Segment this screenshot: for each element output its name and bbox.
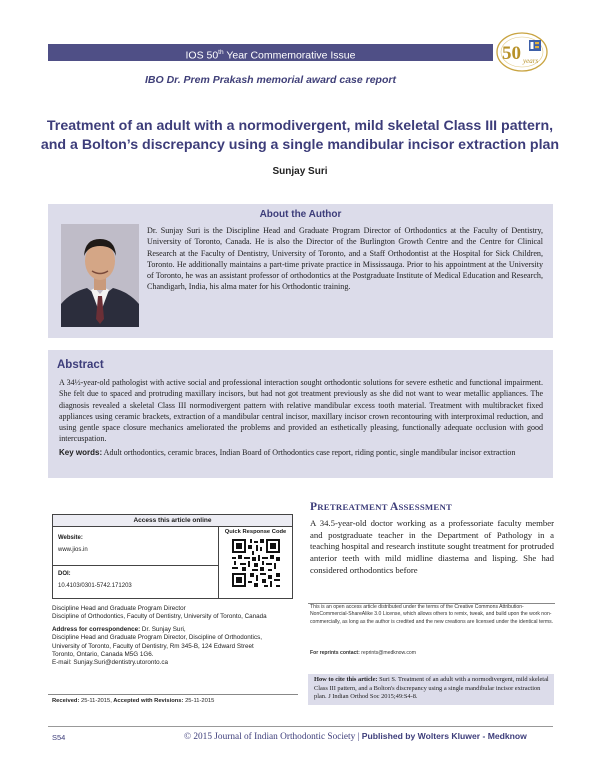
- author-name: Sunjay Suri: [272, 166, 328, 177]
- logo-text: years: [523, 57, 539, 65]
- access-online-box: [52, 514, 293, 599]
- website-link[interactable]: www.jios.in: [58, 547, 88, 553]
- keywords: [59, 447, 543, 458]
- award-label: IBO Dr. Prem Prakash memorial award case report: [145, 74, 396, 86]
- website-label: Website:: [58, 535, 83, 541]
- access-info: [53, 527, 219, 598]
- license-note: This is an open access article distributed under the terms of the Creative Commons Attribution-NonCommercial-ShareAlike 3.0 License, which allows others to remix, tweak, and build upon the work non-commercially, as long as the author is credited and the new creations are licensed under the identical terms.: [310, 604, 554, 625]
- author-photo-icon: [61, 224, 139, 327]
- abstract-heading: Abstract: [57, 359, 104, 371]
- doi-label: DOI:: [58, 571, 71, 577]
- divider: [48, 726, 553, 727]
- about-author-heading: About the Author: [259, 209, 342, 220]
- page-number: S54: [52, 733, 66, 742]
- intro-paragraph: A 34.5-year-old doctor working as a professoriate faculty member and postgraduate teacher in the Department of Pathology in a teaching hospital and research institute sought treatment for protruded anterior teeth with mild midline diastema and lisping. She had considered orthodontics before: [310, 518, 554, 575]
- qr-label: Quick Response Code: [224, 529, 287, 535]
- article-title: Treatment of an adult with a normodivergent, mild skeletal Class III pattern, and a Bolton’s discrepancy using a single mandibular incisor extraction plan: [40, 118, 560, 153]
- reprints-note: For reprints contact: reprints@medknow.com: [310, 650, 416, 656]
- email[interactable]: E-mail: Sunjay.Suri@dentistry.utoronto.ca: [52, 659, 169, 667]
- cite-box: [308, 674, 554, 705]
- ios-anniversary-logo-icon: [492, 30, 550, 74]
- doi-link[interactable]: 10.4103/0301-5742.171203: [58, 583, 132, 589]
- qr-code-icon[interactable]: [232, 539, 280, 587]
- access-heading: Access this article online: [53, 515, 292, 527]
- journal-footer: © 2015 Journal of Indian Orthodontic Society | Published by Wolters Kluwer - Medknow: [184, 731, 527, 742]
- about-author-box: [48, 204, 553, 338]
- affiliation: Discipline Head and Graduate Program Director Discipline of Orthodontics, Faculty of Dentistry, University of Toronto, Canada: [52, 605, 267, 621]
- dates: Received: 25-11-2015, Accepted with Revisions: 25-11-2015: [52, 698, 215, 704]
- citation-text: How to cite this article: Suri S. Treatment of an adult with a normodivergent, mild skeletal Class III pattern, and a Bolton's discrepancy using a single mandibular incisor extraction plan. J Indian Orthod Soc 2015;49:S4-8.: [314, 676, 549, 701]
- abstract-text: A 34½-year-old pathologist with active social and professional interaction sought orthodontic solutions for severe esthetic and functional impairment. She felt due to spaced and protruding maxillary incisors, but had not got treatment previously as she did not want to wear metallic appliances. The diagnosis revealed a skeletal Class III normodivergent pattern with relative mandibular excess tooth material. Treatment with multibracket fixed appliances using ceramic brackets, extraction of a mandibular central incisor, maxillary incisor crown recontouring with interproximal reduction, and using gentle space closure mechanics ameliorated the problems and provided an esthetically pleasing, functionally adequate occlusion with good intercuspation.: [59, 378, 543, 444]
- author-bio: Dr. Sunjay Suri is the Discipline Head and Graduate Program Director of Orthodontics at the Faculty of Dentistry, University of Toronto, Canada. He is also the Director of the Burlington Growth Centre and the Centre for Clinical Research at the Faculty of Dentistry, University of Toronto, and a Staff Orthodontist at the Hospital for Sick Children, Toronto. He additionally maintains a part-time private practice in Mississauga. Prior to his appointment at the University of Toronto, he was an assistant professor of orthodontics at the Postgraduate Institute of Medical Education and Research, Chandigarh, India, his alma mater for his Orthodontic training.: [147, 226, 543, 292]
- abstract-box: [48, 350, 553, 478]
- divider: [53, 565, 219, 566]
- correspondence: Address for correspondence: Dr. Sunjay Suri, Discipline Head and Graduate Program Director, Discipline of Orthodontics, University of Toronto, Faculty of Dentistry, Rm 345-B, 124 Edward Street Toronto, Ontario, Canada M5G 1G6. E-mail: Sunjay.Suri@dentistry.utoronto.ca: [52, 626, 297, 667]
- keywords-text: Adult orthodontics, ceramic braces, Indian Board of Orthodontics case report, riding pontic, single mandibular incisor extraction: [102, 448, 516, 457]
- divider: [48, 694, 298, 695]
- keywords-label: Key words:: [59, 448, 103, 457]
- qr-section: [219, 527, 292, 598]
- logo-number: 50: [502, 43, 521, 64]
- section-heading: PRETREATMENT ASSESSMENT: [310, 501, 453, 513]
- issue-banner: IOS 50th Year Commemorative Issue: [48, 44, 493, 61]
